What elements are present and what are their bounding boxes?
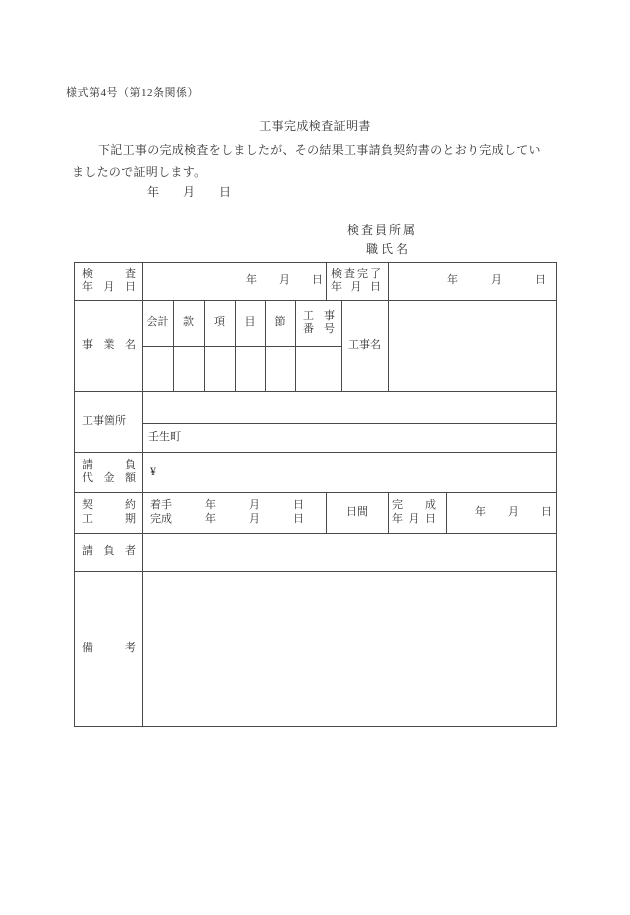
location-label-cell: 工事箇所: [82, 414, 126, 427]
inspector-title-name-label: 職氏名: [366, 242, 412, 256]
setsu-column-header: 節: [274, 316, 286, 329]
inspection-complete-value-cell: 年 月 日: [447, 274, 546, 287]
construction-name-label-cell: 工事名: [348, 338, 381, 351]
completion-date-label-cell: 完成 年月日: [392, 499, 436, 525]
construction-number-blank-field: [295, 346, 341, 391]
inspection-date-label-cell: 検査 年月日: [82, 267, 136, 293]
kan-blank-field: [173, 346, 204, 391]
contract-amount-label-cell: 請負 代金額: [82, 458, 136, 484]
issue-date-line: 年 月 日: [147, 185, 232, 199]
contract-period-label-cell: 契約 工期: [82, 499, 136, 525]
inspector-affiliation-label: 検査員所属: [347, 223, 418, 237]
moku-column-header: 目: [244, 316, 256, 329]
location-blank-field: [142, 391, 557, 423]
setsu-blank-field: [265, 346, 295, 391]
kou-blank-field: [204, 346, 235, 391]
period-days-cell: 日間: [346, 505, 368, 518]
remarks-label-cell: 備考: [82, 642, 136, 655]
body-text: 下記工事の完成検査をしましたが、その結果工事請負契約書のとおり完成していましたので証明します。: [72, 143, 541, 179]
contract-amount-value-cell: [142, 452, 557, 492]
contract-period-dates-cell: 着手 年 月 日 完成 年 月 日: [150, 499, 304, 525]
moku-blank-field: [235, 346, 265, 391]
contractor-label-cell: 請負者: [82, 545, 136, 558]
yen-sign: ¥: [150, 464, 156, 479]
account-blank-field: [142, 346, 173, 391]
form-number: 様式第4号（第12条関係）: [66, 87, 199, 99]
account-column-header: 会計: [146, 316, 169, 329]
remarks-blank-field: [142, 571, 557, 727]
kan-column-header: 款: [183, 316, 194, 329]
inspection-complete-label-cell: 検査完了 年月日: [331, 267, 381, 293]
project-name-label-cell: 事業名: [82, 338, 136, 351]
contractor-blank-field: [142, 533, 557, 571]
kou-column-header: 項: [214, 316, 225, 329]
completion-date-value-cell: 年 月 日: [475, 505, 552, 518]
inspection-date-value-cell: 年 月 日: [246, 274, 323, 287]
construction-number-header: 工事 番号: [303, 309, 335, 335]
location-value-cell: 壬生町: [148, 430, 181, 443]
document-title: 工事完成検査証明書: [259, 119, 371, 133]
construction-name-blank-field: [388, 300, 557, 391]
